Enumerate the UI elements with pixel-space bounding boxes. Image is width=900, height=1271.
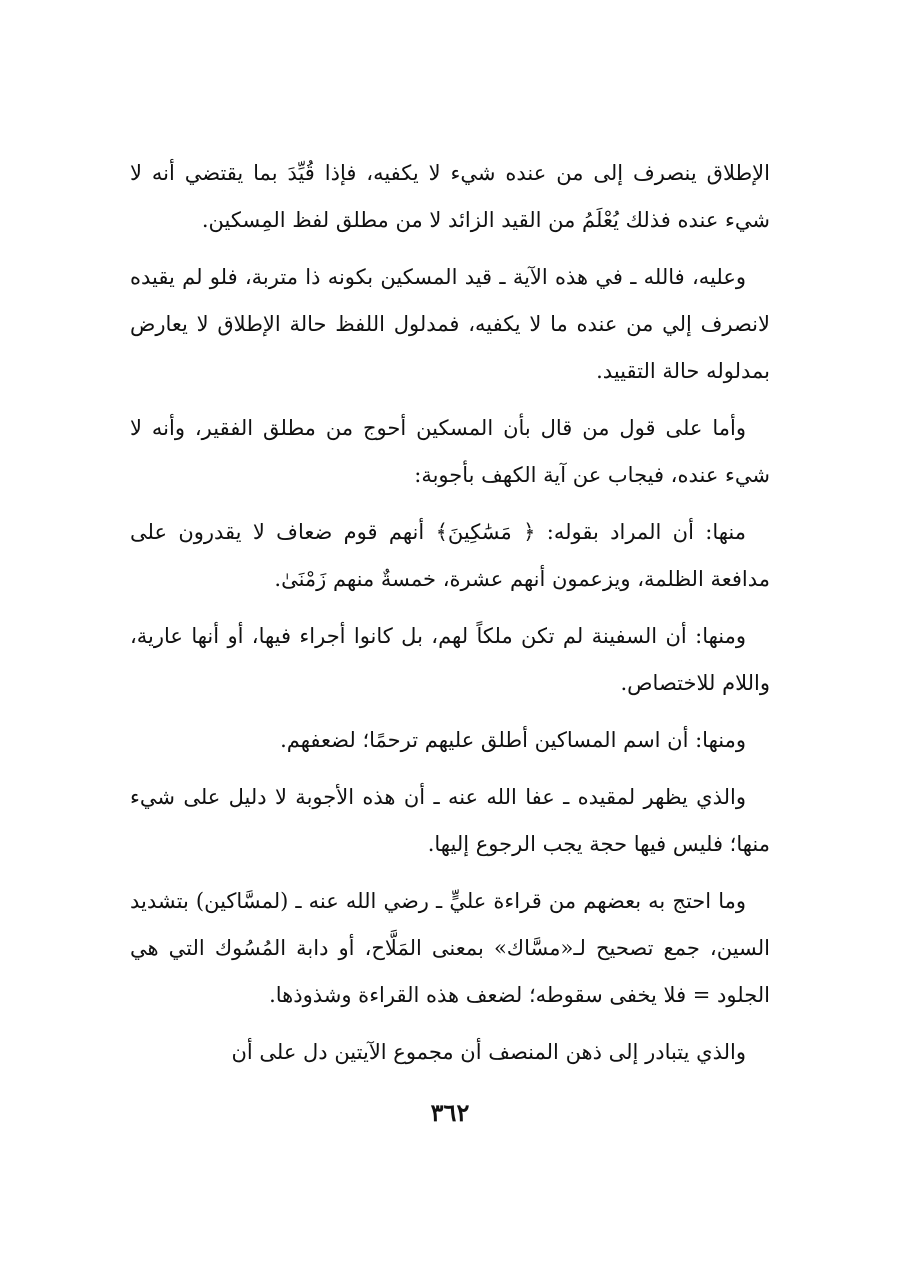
paragraph-6: ومنها: أن اسم المساكين أطلق عليهم ترحمًا؛ لضعفهم.	[280, 728, 746, 752]
paragraph-8: وما احتج به بعضهم من قراءة عليٍّ ـ رضي الله عنه ـ (لمسَّاكين) بتشديد السين، جمع تصحيح لـ«مسَّاك» بمعنى المَلَّاح، أو دابة المُسُوك التي هي الجلود = فلا يخفى سقوطه؛ لضعف هذه القراءة وشذوذها.	[130, 889, 770, 1007]
paragraph-3: وأما على قول من قال بأن المسكين أحوج من مطلق الفقير، وأنه لا شيء عنده، فيجاب عن آية الكهف بأجوبة:	[130, 416, 770, 487]
paragraph-4: منها: أن المراد بقوله: ﴿ مَسَٰكِينَ﴾ أنهم قوم ضعاف لا يقدرون على مدافعة الظلمة، ويزعمون أنهم عشرة، خمسةٌ منهم زَمْنَىٰ.	[130, 520, 770, 591]
page-body	[130, 150, 770, 1086]
paragraph-9: والذي يتبادر إلى ذهن المنصف أن مجموع الآيتين دل على أن	[231, 1040, 746, 1064]
paragraph-1: الإطلاق ينصرف إلى من عنده شيء لا يكفيه، فإذا قُيِّدَ بما يقتضي أنه لا شيء عنده فذلك يُعْلَمُ من القيد الزائد لا من مطلق لفظ المِسكين.	[130, 161, 770, 232]
paragraph-5: ومنها: أن السفينة لم تكن ملكاً لهم، بل كانوا أجراء فيها، أو أنها عارية، واللام للاختصاص.	[130, 624, 770, 695]
paragraph-7: والذي يظهر لمقيده ـ عفا الله عنه ـ أن هذه الأجوبة لا دليل على شيء منها؛ فليس فيها حجة يجب الرجوع إليها.	[130, 785, 770, 856]
paragraph-2: وعليه، فالله ـ في هذه الآية ـ قيد المسكين بكونه ذا متربة، فلو لم يقيده لانصرف إلي من عنده ما لا يكفيه، فمدلول اللفظ حالة الإطلاق لا يعارض بمدلوله حالة التقييد.	[130, 265, 770, 383]
page-number: ٣٦٢	[430, 1098, 470, 1127]
